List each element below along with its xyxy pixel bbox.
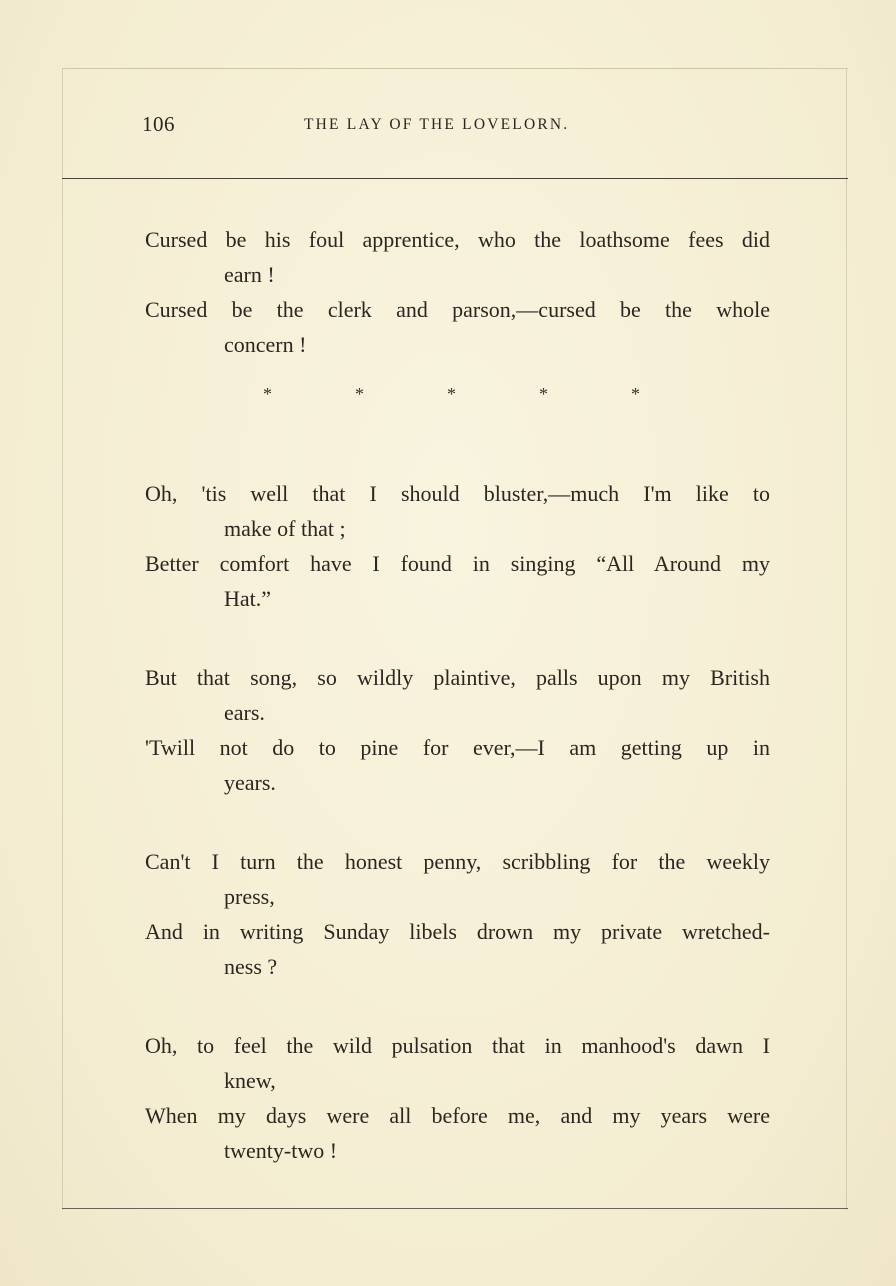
stanza-4 — [145, 844, 770, 984]
page-frame-top-faint — [62, 68, 848, 69]
verse-line: When my days were all before me, and my years were — [145, 1103, 770, 1128]
verse-line-continuation: earn ! — [224, 262, 275, 287]
page-frame-right — [846, 68, 847, 1210]
stanza-5 — [145, 1028, 770, 1168]
verse-line-continuation: years. — [224, 770, 276, 795]
asterisk: * — [355, 384, 364, 404]
verse-line-continuation: press, — [224, 884, 275, 909]
verse-line-continuation: Hat.” — [224, 586, 272, 611]
verse-line: Oh, to feel the wild pulsation that in manhood's dawn I — [145, 1033, 770, 1058]
asterisk: * — [263, 384, 272, 404]
verse-line: And in writing Sunday libels drown my private wretched- — [145, 919, 770, 944]
stanza-3 — [145, 660, 770, 800]
page-header — [0, 108, 896, 144]
verse-line-continuation: twenty-two ! — [224, 1138, 338, 1163]
verse-line: 'Twill not do to pine for ever,—I am getting up in — [145, 735, 770, 760]
running-title: THE LAY OF THE LOVELORN. — [304, 116, 570, 133]
verse-line: Can't I turn the honest penny, scribbling for the weekly — [145, 849, 770, 874]
section-break-asterisks — [145, 362, 770, 442]
poem-text — [145, 222, 770, 1168]
verse-line: Better comfort have I found in singing “All Around my — [145, 551, 770, 576]
asterisk: * — [539, 384, 548, 404]
verse-line-continuation: concern ! — [224, 332, 307, 357]
verse-line: Oh, 'tis well that I should bluster,—much I'm like to — [145, 481, 770, 506]
verse-line-continuation: ness ? — [224, 954, 278, 979]
verse-line: Cursed be his foul apprentice, who the loathsome fees did — [145, 227, 770, 252]
header-rule — [62, 178, 848, 179]
verse-line: Cursed be the clerk and parson,—cursed be the whole — [145, 297, 770, 322]
verse-line: But that song, so wildly plaintive, palls upon my British — [145, 665, 770, 690]
asterisk: * — [631, 384, 640, 404]
page-frame-bottom — [62, 1208, 848, 1209]
stanza-2 — [145, 476, 770, 616]
verse-line-continuation: ears. — [224, 700, 265, 725]
verse-line-continuation: make of that ; — [224, 516, 346, 541]
page-frame-left — [62, 68, 63, 1210]
page-number: 106 — [142, 112, 175, 136]
asterisk: * — [447, 384, 456, 404]
verse-line-continuation: knew, — [224, 1068, 276, 1093]
stanza-1 — [145, 222, 770, 362]
